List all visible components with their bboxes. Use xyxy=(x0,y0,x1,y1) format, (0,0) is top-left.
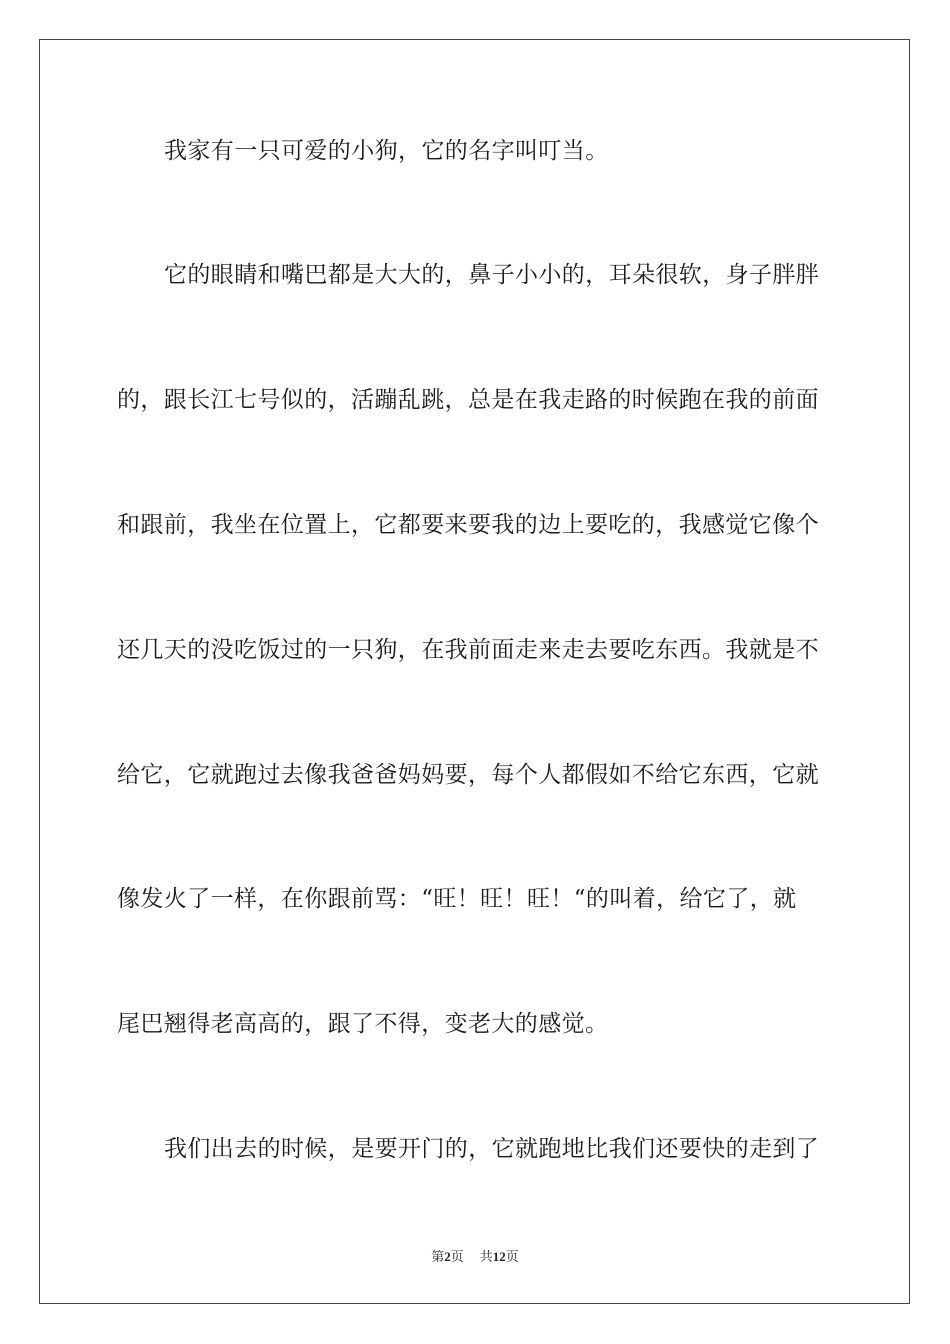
paragraph-2-line-5: 给它，它就跑过去像我爸爸妈妈要，每个人都假如不给它东西，它就 xyxy=(117,762,819,788)
paragraph-2-line-6: 像发火了一样，在你跟前骂：“旺！旺！旺！“的叫着，给它了，就 xyxy=(117,886,797,912)
paragraph-2-line-3: 和跟前，我坐在位置上，它都要来要我的边上要吃的，我感觉它像个 xyxy=(117,512,819,538)
page-prefix: 第 xyxy=(431,1250,445,1265)
paragraph-3-line-1: 我们出去的时候，是要开门的，它就跑地比我们还要快的走到了 xyxy=(164,1136,820,1162)
total-prefix: 共 xyxy=(479,1250,493,1265)
paragraph-1-line-1: 我家有一只可爱的小狗，它的名字叫叮当。 xyxy=(164,138,609,164)
total-pages: 12 xyxy=(492,1249,506,1264)
paragraph-2-line-1: 它的眼睛和嘴巴都是大大的，鼻子小小的，耳朵很软，身子胖胖 xyxy=(164,262,820,288)
paragraph-2-line-4: 还几天的没吃饭过的一只狗，在我前面走来走去要吃东西。我就是不 xyxy=(117,637,819,663)
paragraph-2-line-2: 的，跟长江七号似的，活蹦乱跳，总是在我走路的时候跑在我的前面 xyxy=(117,387,819,413)
page-suffix: 页 xyxy=(450,1250,464,1265)
page-number: 2 xyxy=(444,1249,451,1264)
page-border xyxy=(39,39,910,1304)
total-suffix: 页 xyxy=(505,1250,519,1265)
page-footer xyxy=(0,1248,950,1267)
paragraph-2-line-7: 尾巴翘得老高高的，跟了不得，变老大的感觉。 xyxy=(117,1011,609,1037)
